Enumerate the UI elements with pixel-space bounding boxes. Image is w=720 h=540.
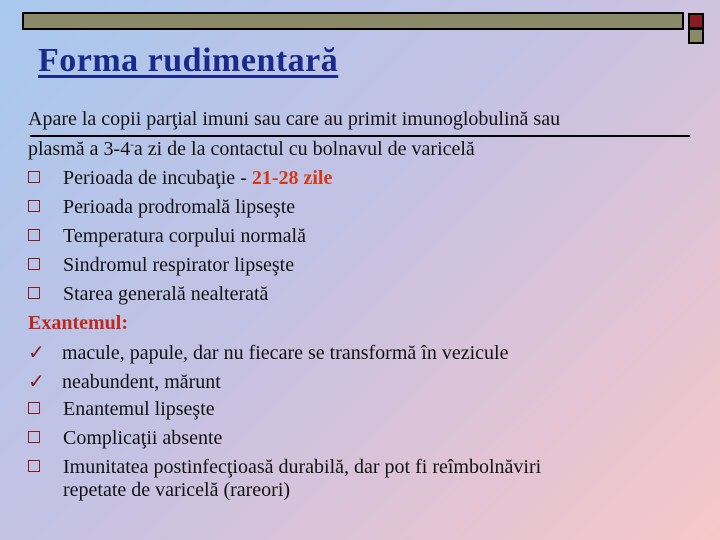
- list-item-enantem: [28, 398, 215, 421]
- intro-line-1: Apare la copii parţial imuni sau care au primit imunoglobulină sau: [28, 108, 561, 130]
- list-item-temperature: [28, 225, 306, 248]
- list-item-complications: [28, 427, 222, 450]
- check-item-macule: [28, 340, 508, 365]
- intro-line-2b: a zi de la contactul cu bolnavul de varicelă: [133, 138, 475, 160]
- item-highlight: 21-28 zile: [251, 167, 333, 189]
- item-text: Temperatura corpului normală: [63, 225, 306, 247]
- corner-square-red: [688, 13, 704, 29]
- square-bullet-icon: [28, 402, 40, 414]
- list-item-immunity-cont: repetate de varicelă (rareori): [63, 479, 291, 501]
- list-item-immunity: [28, 456, 541, 479]
- checkmark-icon: ✓: [28, 369, 45, 393]
- divider-line: [30, 135, 690, 137]
- check-text: neabundent, mărunt: [62, 371, 221, 393]
- square-bullet-icon: [28, 258, 40, 270]
- intro-line-2: [28, 138, 475, 161]
- square-bullet-icon: [28, 431, 40, 443]
- item-text: Complicaţii absente: [63, 427, 223, 449]
- square-bullet-icon: [28, 460, 40, 472]
- slide-title: Forma rudimentară: [38, 42, 339, 79]
- square-bullet-icon: [28, 200, 40, 212]
- item-text: Enantemul lipseşte: [63, 398, 215, 420]
- item-text: Starea generală nealterată: [63, 283, 269, 305]
- check-text: macule, papule, dar nu fiecare se transformă în vezicule: [62, 342, 509, 364]
- check-item-neabundent: [28, 369, 221, 394]
- square-bullet-icon: [28, 287, 40, 299]
- checkmark-icon: ✓: [28, 340, 45, 364]
- list-item-general-state: [28, 283, 268, 306]
- list-item-prodromal: [28, 196, 295, 219]
- square-bullet-icon: [28, 171, 40, 183]
- list-item-incubation: [28, 167, 332, 190]
- item-text: Perioada de incubaţie -: [63, 167, 252, 189]
- exantem-heading: Exantemul:: [28, 312, 128, 334]
- square-bullet-icon: [28, 229, 40, 241]
- intro-sup: -: [130, 138, 134, 151]
- item-text: Imunitatea postinfecţioasă durabilă, dar pot fi reîmbolnăviri: [63, 456, 542, 478]
- item-text: Perioada prodromală lipseşte: [63, 196, 296, 218]
- intro-line-2a: plasmă a 3-4: [28, 138, 131, 160]
- title-bar-decoration: [22, 12, 684, 30]
- corner-square-olive: [688, 28, 704, 44]
- item-text: Sindromul respirator lipseşte: [63, 254, 295, 276]
- list-item-respiratory: [28, 254, 294, 277]
